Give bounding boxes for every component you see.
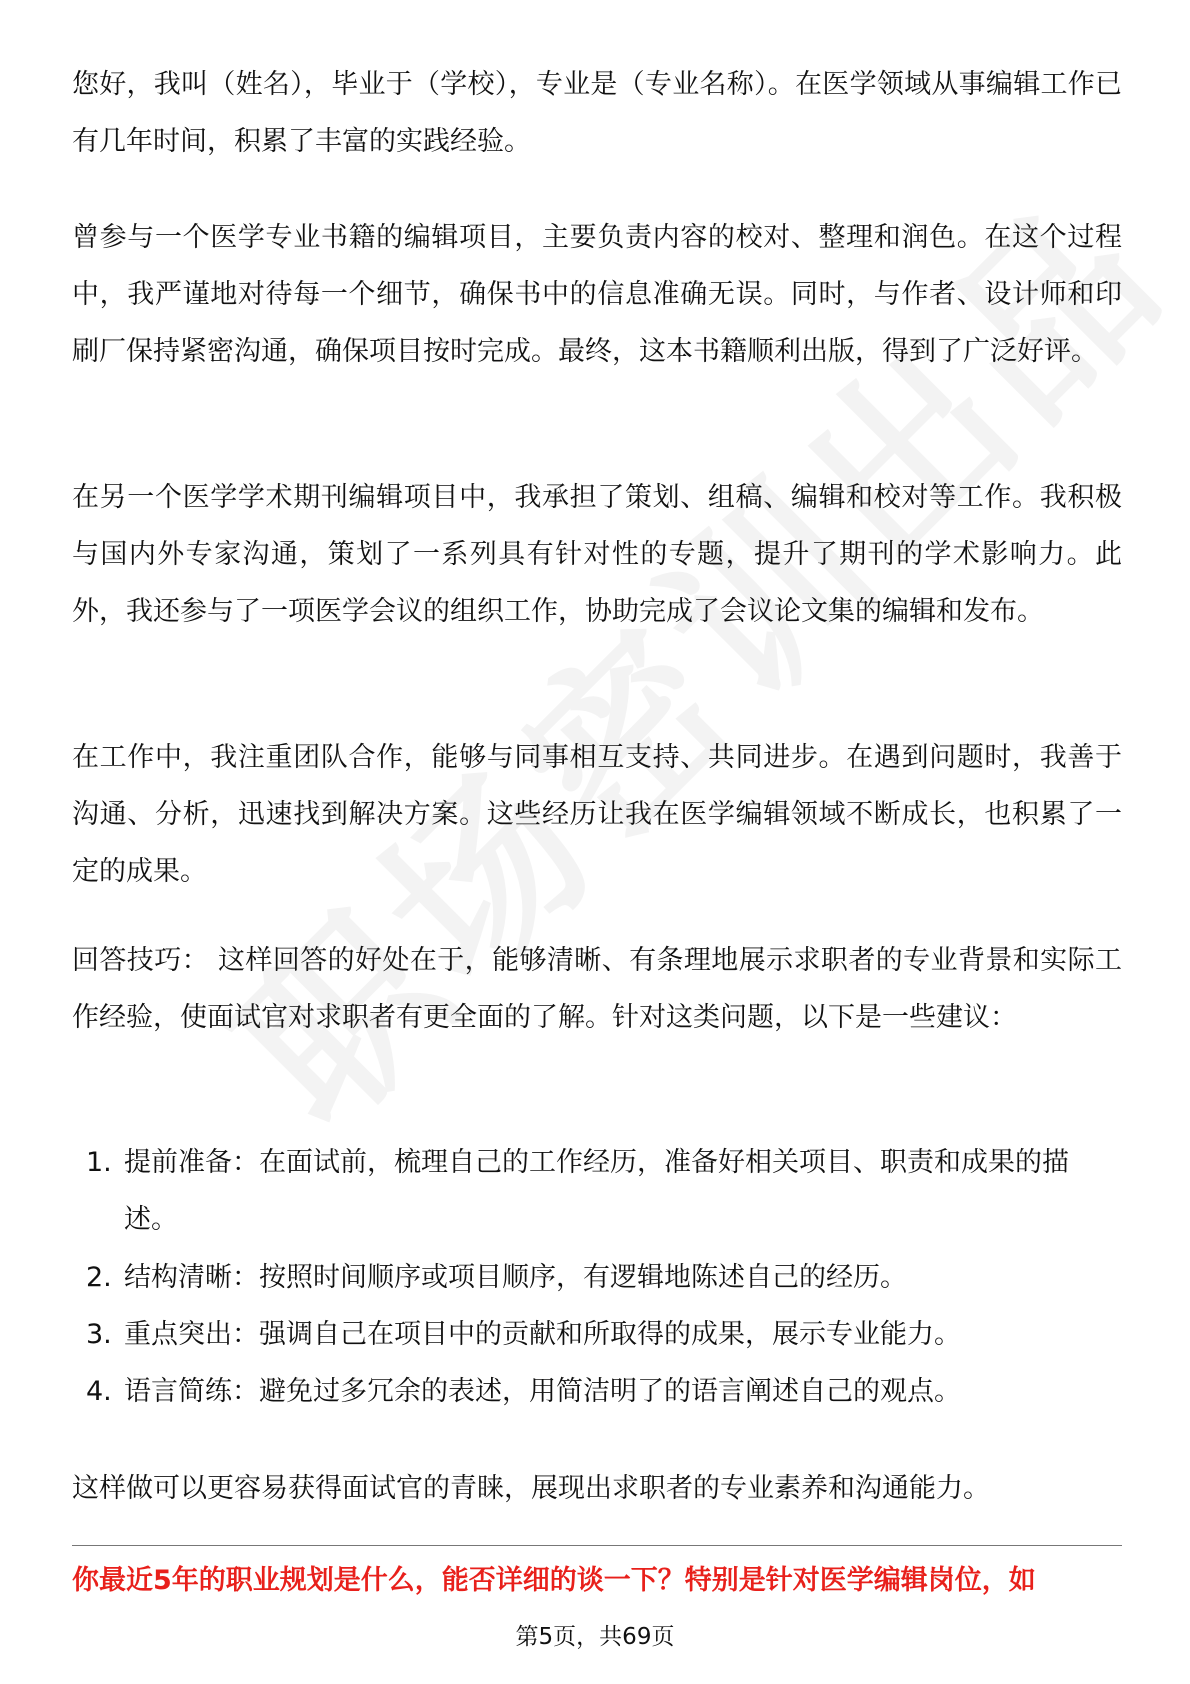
paragraph-answer-tips: 回答技巧： 这样回答的好处在于，能够清晰、有条理地展示求职者的专业背景和实际工作经验，使面试官对求职者有更全面的了解。针对这类问题，以下是一些建议： [72,945,1122,1033]
list-item [72,1363,1122,1420]
list-item-number: 3. [86,1319,112,1350]
paragraph-book-project: 曾参与一个医学专业书籍的编辑项目，主要负责内容的校对、整理和润色。在这个过程中，我严谨地对待每一个细节，确保书中的信息准确无误。同时，与作者、设计师和印刷厂保持紧密沟通，确保项目按时完成。最终，这本书籍顺利出版，得到了广泛好评。 [72,222,1122,367]
list-item-text: 重点突出：强调自己在项目中的贡献和所取得的成果，展示专业能力。 [124,1319,961,1350]
divider [72,1545,1122,1546]
list-item-number: 1. [86,1147,112,1178]
list-item-text: 结构清晰：按照时间顺序或项目顺序，有逻辑地陈述自己的经历。 [124,1262,907,1293]
paragraph-conclusion: 这样做可以更容易获得面试官的青睐，展现出求职者的专业素养和沟通能力。 [72,1473,990,1504]
list-item-text: 提前准备：在面试前，梳理自己的工作经历，准备好相关项目、职责和成果的描述。 [124,1147,1069,1235]
paragraph-teamwork: 在工作中，我注重团队合作，能够与同事相互支持、共同进步。在遇到问题时，我善于沟通、分析，迅速找到解决方案。这些经历让我在医学编辑领域不断成长，也积累了一定的成果。 [72,742,1122,887]
list-item-number: 4. [86,1376,112,1407]
list-item [72,1134,1122,1248]
list-item-number: 2. [86,1262,112,1293]
list-item [72,1306,1122,1363]
paragraph-journal-project: 在另一个医学学术期刊编辑项目中，我承担了策划、组稿、编辑和校对等工作。我积极与国内外专家沟通，策划了一系列具有针对性的专题，提升了期刊的学术影响力。此外，我还参与了一项医学会议的组织工作，协助完成了会议论文集的编辑和发布。 [72,482,1122,627]
paragraph-intro: 您好，我叫（姓名），毕业于（学校），专业是（专业名称）。在医学领域从事编辑工作已有几年时间，积累了丰富的实践经验。 [72,69,1122,157]
list-item-text: 语言简练：避免过多冗余的表述，用简洁明了的语言阐述自己的观点。 [124,1376,961,1407]
page-footer: 第5页，共69页 [515,1624,675,1650]
next-question-heading: 你最近5年的职业规划是什么，能否详细的谈一下？特别是针对医学编辑岗位，如 [72,1565,1036,1596]
list-item [72,1249,1122,1306]
tips-list [72,1134,1122,1420]
